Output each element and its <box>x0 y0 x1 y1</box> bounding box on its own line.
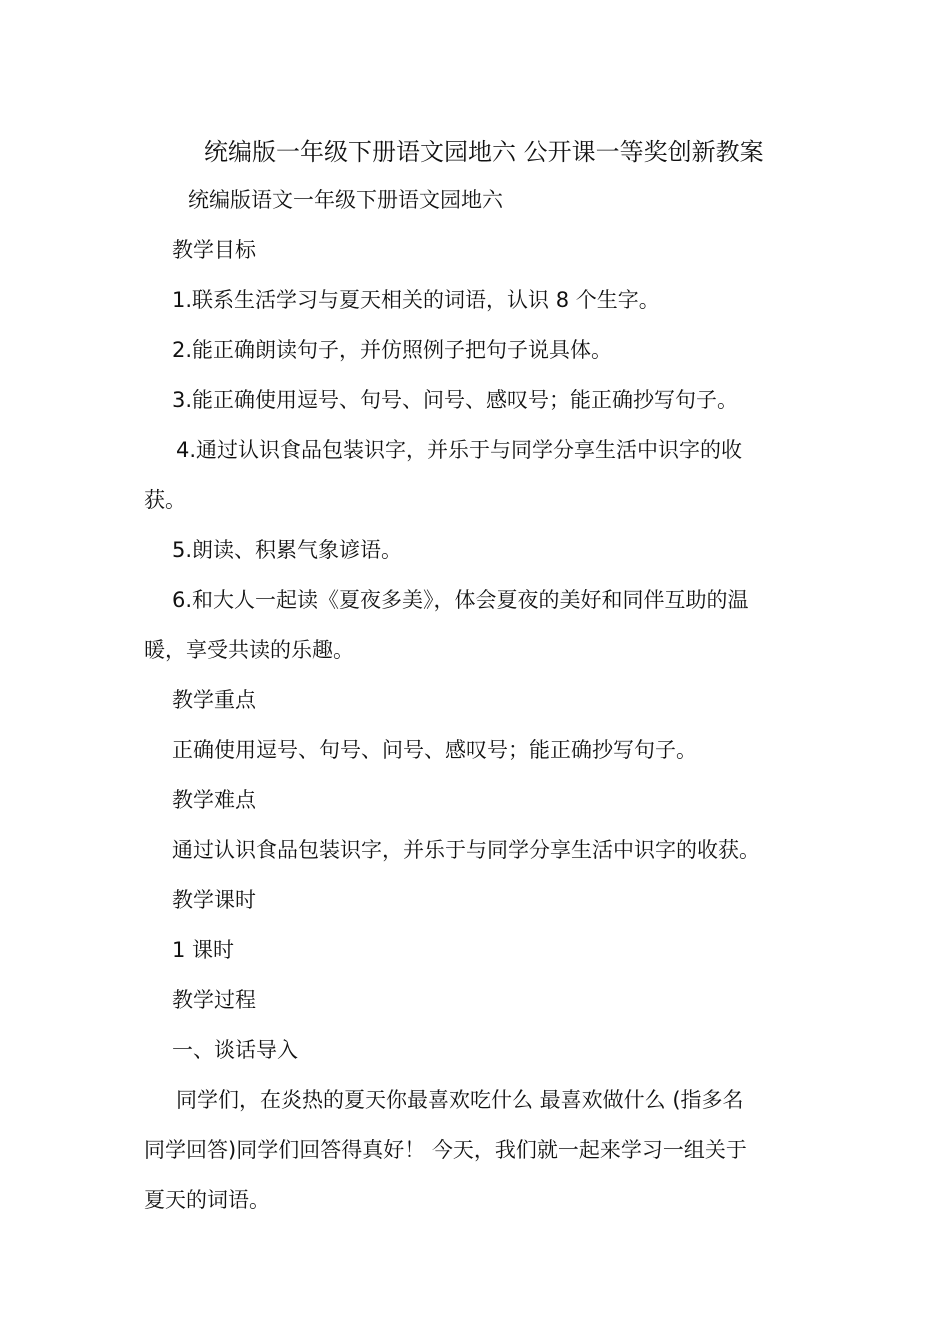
hours-text: 1 课时 <box>172 938 235 962</box>
step1-paragraph-line: 同学回答)同学们回答得真好！ 今天，我们就一起来学习一组关于 <box>144 1138 747 1162</box>
objective-item: 6.和大人一起读《夏夜多美》，体会夏夜的美好和同伴互助的温 <box>172 588 749 612</box>
objective-item: 3.能正确使用逗号、句号、问号、感叹号；能正确抄写句子。 <box>172 388 739 412</box>
hours-heading: 教学课时 <box>172 888 256 912</box>
objective-item-continued: 暖，享受共读的乐趣。 <box>144 638 354 662</box>
document-title: 统编版一年级下册语文园地六 公开课一等奖创新教案 <box>204 138 764 166</box>
process-heading: 教学过程 <box>172 988 256 1012</box>
key-heading: 教学重点 <box>172 688 256 712</box>
objective-item: 2.能正确朗读句子，并仿照例子把句子说具体。 <box>172 338 613 362</box>
step1-paragraph-line: 同学们，在炎热的夏天你最喜欢吃什么 最喜欢做什么 (指多名 <box>176 1088 744 1112</box>
objectives-heading: 教学目标 <box>172 238 256 262</box>
objective-item: 1.联系生活学习与夏天相关的词语，认识 8 个生字。 <box>172 288 660 312</box>
step1-paragraph-line: 夏天的词语。 <box>144 1188 270 1212</box>
objective-item-continued: 获。 <box>144 488 186 512</box>
difficulty-text: 通过认识食品包装识字，并乐于与同学分享生活中识字的收获。 <box>172 838 760 862</box>
objective-item: 4.通过认识食品包装识字，并乐于与同学分享生活中识字的收 <box>176 438 743 462</box>
objective-item: 5.朗读、积累气象谚语。 <box>172 538 403 562</box>
key-text: 正确使用逗号、句号、问号、感叹号；能正确抄写句子。 <box>172 738 697 762</box>
step1-heading: 一、谈话导入 <box>172 1038 298 1062</box>
document-subtitle: 统编版语文一年级下册语文园地六 <box>188 188 503 212</box>
difficulty-heading: 教学难点 <box>172 788 256 812</box>
